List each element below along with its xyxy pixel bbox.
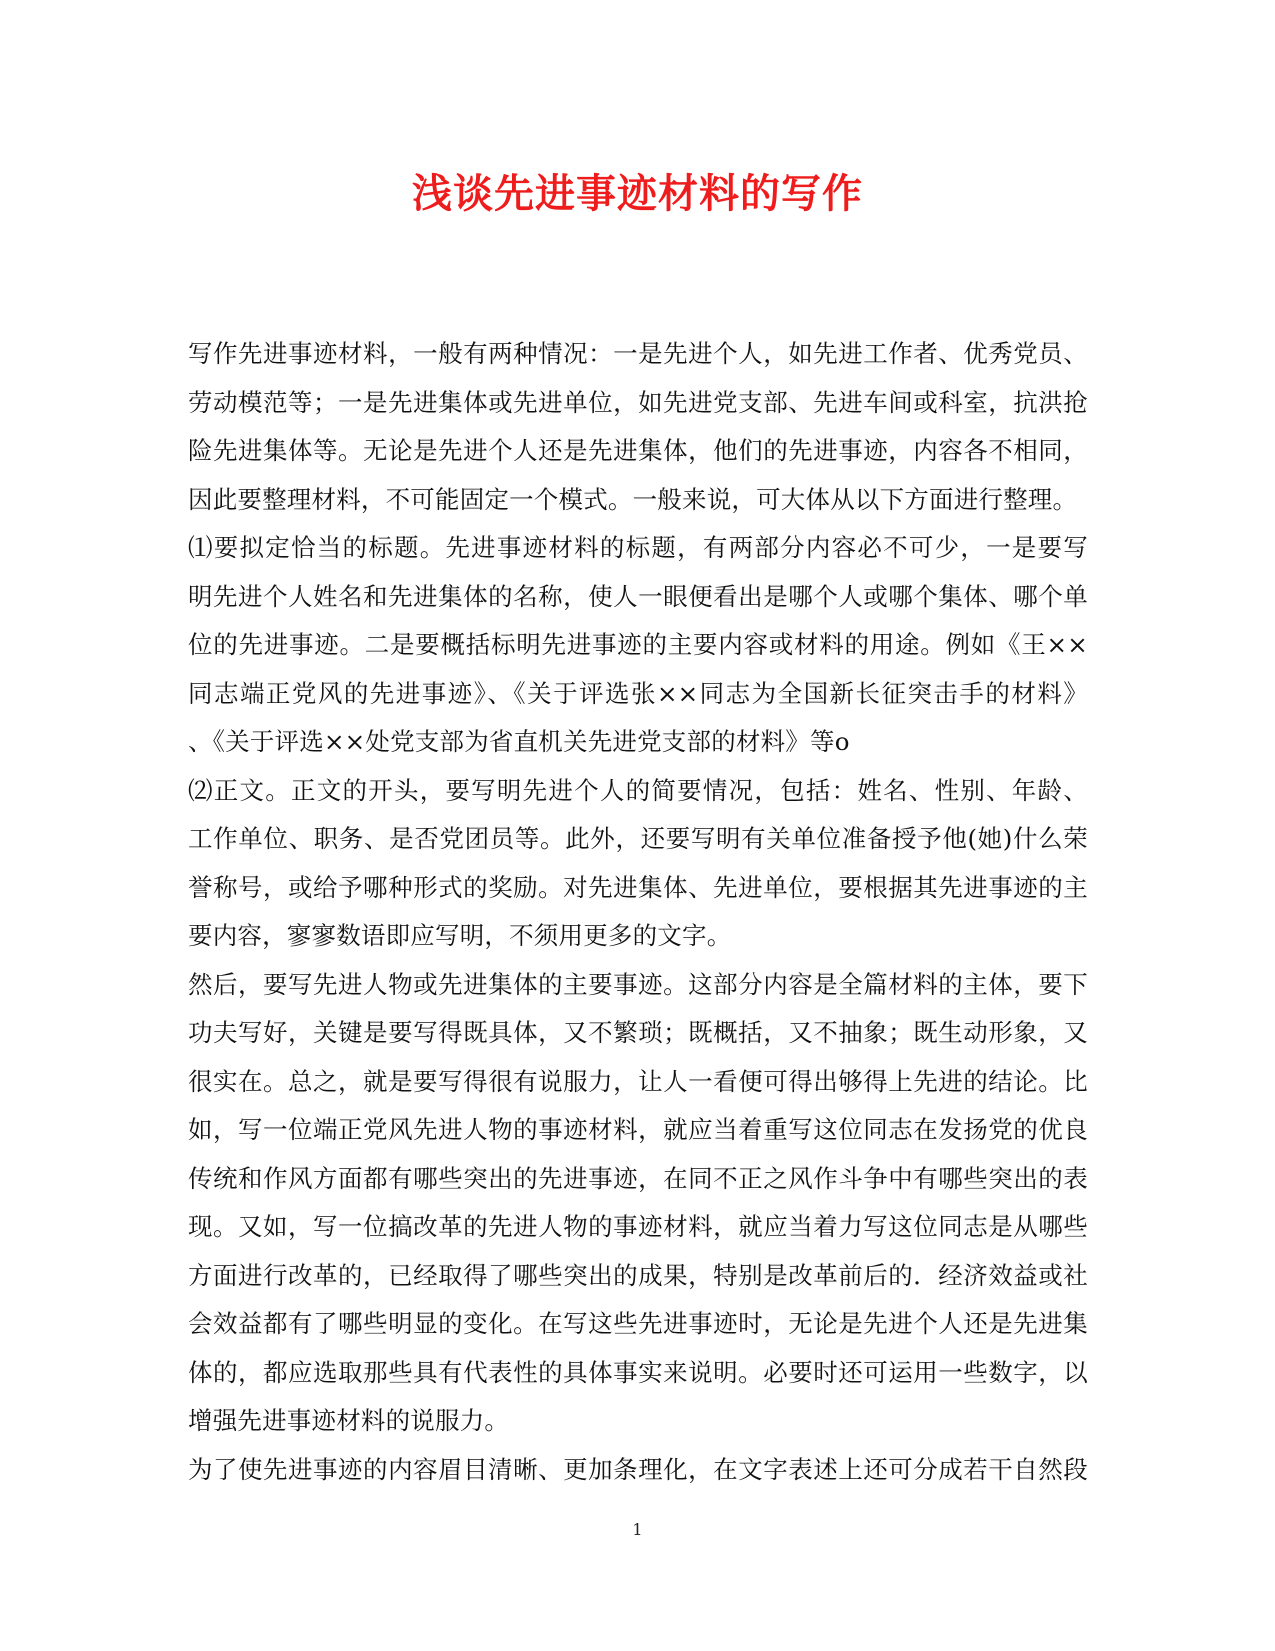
body-line: 然后，要写先进人物或先进集体的主要事迹。这部分内容是全篇材料的主体，要下 <box>188 969 1088 999</box>
body-line: 传统和作风方面都有哪些突出的先进事迹，在同不正之风作斗争中有哪些突出的表 <box>188 1163 1088 1193</box>
body-line: 写作先进事迹材料，一般有两种情况：一是先进个人，如先进工作者、优秀党员、 <box>188 339 1088 368</box>
body-line: 险先进集体等。无论是先进个人还是先进集体，他们的先进事迹，内容各不相同， <box>188 436 1088 465</box>
body-line: 同志端正党风的先进事迹》、《关于评选张××同志为全国新长征突击手的材料》 <box>188 678 1088 708</box>
document-body <box>188 330 1088 1494</box>
body-line: 誉称号，或给予哪种形式的奖励。对先进集体、先进单位，要根据其先进事迹的主 <box>188 872 1088 902</box>
body-line: 因此要整理材料，不可能固定一个模式。一般来说，可大体从以下方面进行整理。 <box>188 484 1078 514</box>
body-line: 体的，都应选取那些具有代表性的具体事实来说明。必要时还可运用一些数字，以 <box>188 1357 1088 1387</box>
body-line: 功夫写好，关键是要写得既具体，又不繁琐；既概括，又不抽象；既生动形象，又 <box>188 1018 1088 1047</box>
body-line: 方面进行改革的，已经取得了哪些突出的成果，特别是改革前后的．经济效益或社 <box>188 1260 1088 1290</box>
body-line: ⑵正文。正文的开头，要写明先进个人的简要情况，包括：姓名、性别、年龄、 <box>188 775 1088 805</box>
body-line: 如，写一位端正党风先进人物的事迹材料，就应当着重写这位同志在发扬党的优良 <box>188 1115 1088 1144</box>
body-line: 现。又如，写一位搞改革的先进人物的事迹材料，就应当着力写这位同志是从哪些 <box>188 1212 1088 1241</box>
body-line: 为了使先进事迹的内容眉目清晰、更加条理化，在文字表述上还可分成若干自然段 <box>188 1454 1088 1484</box>
body-line: 会效益都有了哪些明显的变化。在写这些先进事迹时，无论是先进个人还是先进集 <box>188 1309 1088 1338</box>
body-line: 工作单位、职务、是否党团员等。此外，还要写明有关单位准备授予他(她)什么荣 <box>188 824 1088 853</box>
body-line: 增强先进事迹材料的说服力。 <box>188 1406 510 1435</box>
document-title: 浅谈先进事迹材料的写作 <box>412 170 863 217</box>
body-line: 明先进个人姓名和先进集体的名称，使人一眼便看出是哪个人或哪个集体、哪个单 <box>188 581 1088 611</box>
body-line: 、《关于评选××处党支部为省直机关先进党支部的材料》等o <box>188 727 850 756</box>
body-line: 劳动模范等；一是先进集体或先进单位，如先进党支部、先进车间或科室，抗洪抢 <box>188 387 1088 417</box>
body-line: 要内容，寥寥数语即应写明，不须用更多的文字。 <box>188 921 732 950</box>
body-line: 很实在。总之，就是要写得很有说服力，让人一看便可得出够得上先进的结论。比 <box>188 1066 1088 1096</box>
body-line: 位的先进事迹。二是要概括标明先进事迹的主要内容或材料的用途。例如《王×× <box>188 630 1088 659</box>
body-line: ⑴要拟定恰当的标题。先进事迹材料的标题，有两部分内容必不可少，一是要写 <box>188 533 1088 562</box>
page-number: 1 <box>632 1520 643 1539</box>
